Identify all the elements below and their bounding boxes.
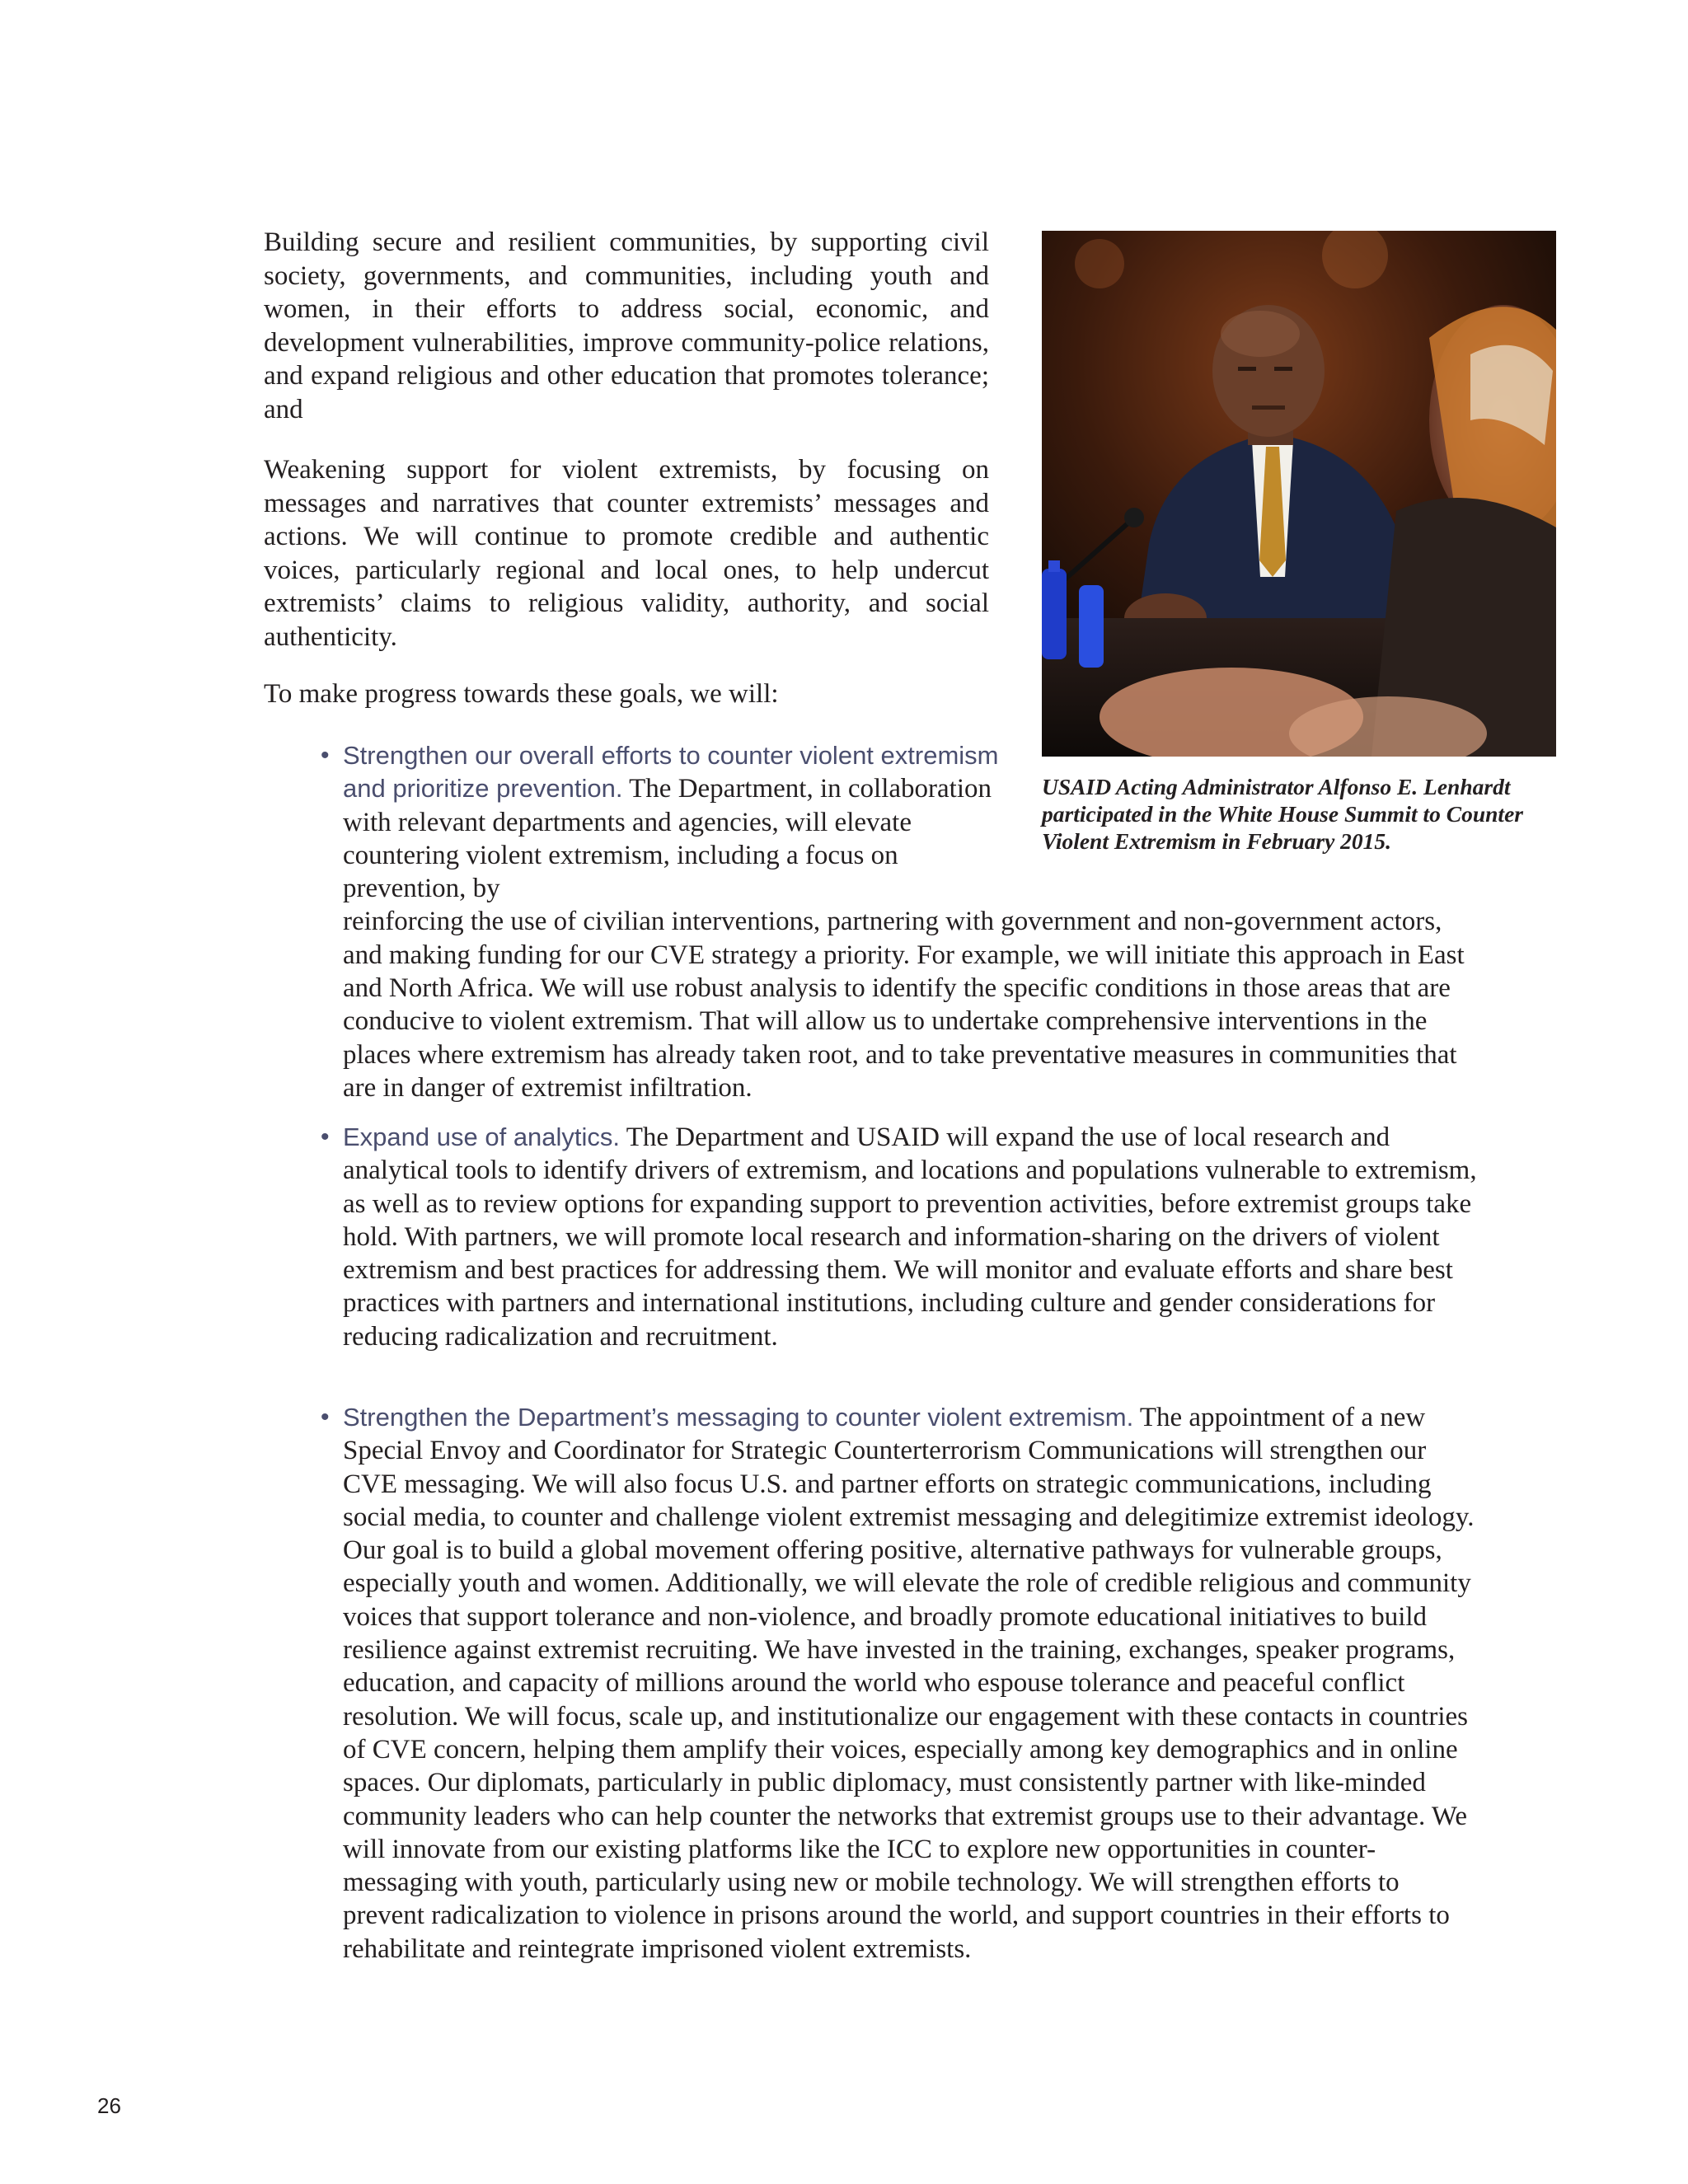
bullet-marker: •: [321, 1404, 330, 1431]
body-paragraph-communities: Building secure and resilient communities, by supporting civil society, governments, and communities, including youth and women, in their efforts to address social, economic, and development vulnerabilities, improve community-police relations, and expand religious and other education that promotes tolerance; and: [264, 227, 989, 424]
photo-caption: USAID Acting Administrator Alfonso E. Lenhardt participated in the White House Summit to Counter Violent Extremism in February 2015.: [1042, 774, 1523, 854]
bullet-lead: Expand use of analytics.: [343, 1122, 621, 1151]
bullet-body: reinforcing the use of civilian interventions, partnering with government and non-government actors, and making funding for our CVE strategy a priority. For example, we will initiate this approach in East and North Africa. We will use robust analysis to identify the specific conditions in those areas that are conducive to violent extremism. That will allow us to undertake comprehensive interventions in the places where extremism has already taken root, and to take preventative measures in communities that are in danger of extremist infiltration.: [343, 907, 1465, 1103]
bullet-lead: Strengthen the Department’s messaging to counter violent extremism.: [343, 1403, 1134, 1432]
body-paragraph-weakening-support: Weakening support for violent extremists, by focusing on messages and narratives that counter extremists’ messages and actions. We will continue to promote credible and authentic voices, particularly regional and local ones, to help undercut extremists’ claims to religious validity, authority, and social authenticity.: [264, 455, 989, 652]
bullet-body: The appointment of a new Special Envoy and Coordinator for Strategic Counterterrorism Communications will strengthen our CVE messaging. We will also focus U.S. and partner efforts on strategic communications, including social media, to counter and challenge violent extremist messaging and delegitimize extremist ideology. Our goal is to build a global movement offering positive, alternative pathways for vulnerable groups, especially youth and women. Additionally, we will elevate the role of credible religious and community voices that support tolerance and non-violence, and broadly promote educational initiatives to build resilience against extremist recruiting. We have invested in the training, exchanges, speaker programs, education, and capacity of millions around the world who espouse tolerance and peaceful conflict resolution. We will focus, scale up, and institutionalize our engagement with these contacts in countries of CVE concern, helping them amplify their voices, especially among key demographics and in online spaces. Our diplomats, particularly in public diplomacy, must consistently partner with like-minded community leaders who can help counter the networks that extremist groups use to their advantage. We will innovate from our existing platforms like the ICC to explore new opportunities in counter-messaging with youth, particularly using new or mobile technology. We will strengthen efforts to prevent radicalization to violence in prisons around the world, and support countries in their efforts to rehabilitate and reintegrate imprisoned violent extremists.: [343, 1403, 1475, 1964]
body-paragraph-goals-intro: To make progress towards these goals, we will:: [264, 679, 779, 709]
bullet-item-strengthen-efforts: [321, 739, 1480, 1104]
bullet-lead: Strengthen our overall efforts to counter violent extremism and prioritize prevention.: [343, 741, 999, 804]
bullet-marker: •: [321, 742, 330, 769]
bullet-item-messaging: [321, 1401, 1480, 1966]
bullet-item-analytics: [321, 1121, 1480, 1353]
bullet-marker: •: [321, 1123, 330, 1151]
bullet-body: The Department and USAID will expand the use of local research and analytical tools to identify drivers of extremism, and locations and populations vulnerable to extremism, as well as to review options for expanding support to prevention activities, before extremist groups take hold. With partners, we will promote local research and information-sharing on the drivers of violent extremism and best practices for addressing them. We will monitor and evaluate efforts and share best practices with partners and international institutions, including culture and gender considerations for reducing radicalization and recruitment.: [343, 1122, 1477, 1352]
bullet-body-narrow: The Department, in collaboration with relevant departments and agencies, will elevate countering violent extremism, including a focus on prevention, by: [343, 774, 992, 904]
bullet-narrow-block: [343, 739, 1002, 905]
page-number: 26: [97, 2093, 121, 2118]
summit-photo: [1042, 231, 1556, 757]
